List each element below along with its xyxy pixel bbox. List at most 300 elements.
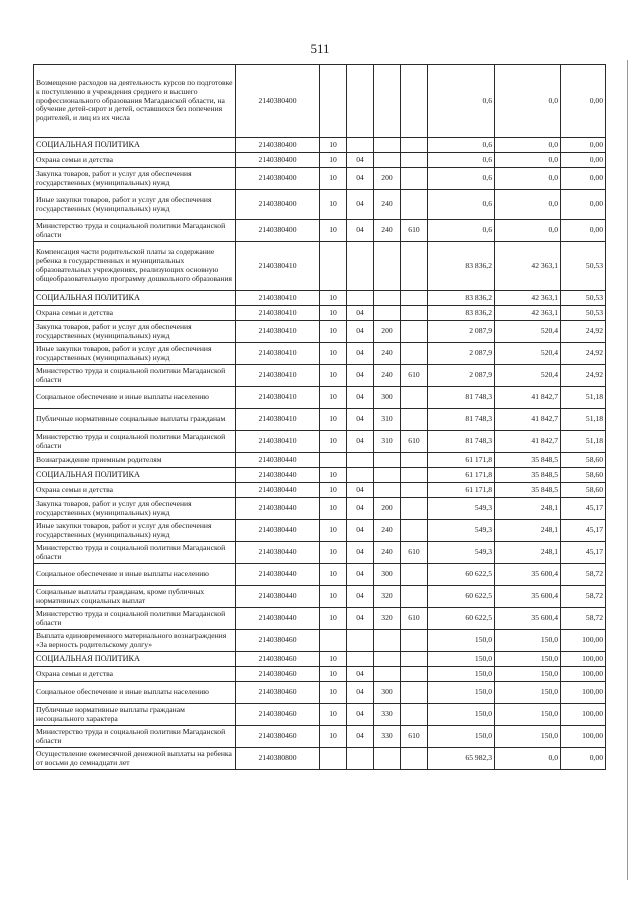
cell-sub: 04 [347, 542, 374, 564]
cell-sub [347, 630, 374, 652]
cell-grp [374, 65, 401, 138]
cell-name: Охрана семьи и детства [34, 153, 236, 168]
cell-pct: 50,53 [561, 242, 606, 291]
cell-plan: 61 171,8 [428, 468, 495, 483]
cell-exec: 150,0 [495, 682, 561, 704]
cell-code: 2140380400 [236, 65, 320, 138]
cell-sec: 10 [320, 153, 347, 168]
cell-sec: 10 [320, 387, 347, 409]
table-row [34, 431, 606, 453]
cell-code: 2140380460 [236, 682, 320, 704]
cell-grp [374, 453, 401, 468]
cell-name: Закупка товаров, работ и услуг для обеспечения государственных (муниципальных) нужд [34, 168, 236, 190]
cell-plan: 81 748,3 [428, 409, 495, 431]
cell-sec: 10 [320, 564, 347, 586]
table-row [34, 138, 606, 153]
cell-exec: 0,0 [495, 153, 561, 168]
cell-sub [347, 652, 374, 667]
cell-pct: 100,00 [561, 630, 606, 652]
cell-plan: 65 982,3 [428, 748, 495, 770]
cell-exec: 41 842,7 [495, 409, 561, 431]
table-row [34, 498, 606, 520]
table-row [34, 306, 606, 321]
cell-pct: 0,00 [561, 153, 606, 168]
cell-exec: 35 848,5 [495, 468, 561, 483]
cell-sec: 10 [320, 542, 347, 564]
cell-grp [374, 242, 401, 291]
cell-pct: 50,53 [561, 291, 606, 306]
table-row [34, 748, 606, 770]
cell-exec: 150,0 [495, 667, 561, 682]
table-row [34, 483, 606, 498]
cell-sec: 10 [320, 608, 347, 630]
cell-ved [401, 168, 428, 190]
cell-plan: 549,3 [428, 498, 495, 520]
cell-name: Министерство труда и социальной политики Магаданской области [34, 726, 236, 748]
cell-plan: 0,6 [428, 138, 495, 153]
table-row [34, 652, 606, 667]
cell-sec: 10 [320, 365, 347, 387]
cell-code: 2140380800 [236, 748, 320, 770]
cell-grp [374, 483, 401, 498]
cell-pct: 58,60 [561, 468, 606, 483]
cell-plan: 0,6 [428, 65, 495, 138]
cell-name: Охрана семьи и детства [34, 667, 236, 682]
cell-name: Охрана семьи и детства [34, 483, 236, 498]
cell-code: 2140380440 [236, 498, 320, 520]
cell-exec: 35 848,5 [495, 483, 561, 498]
cell-code: 2140380460 [236, 726, 320, 748]
table-row [34, 453, 606, 468]
cell-sub: 04 [347, 667, 374, 682]
cell-pct: 24,92 [561, 365, 606, 387]
cell-exec: 41 842,7 [495, 431, 561, 453]
cell-pct: 0,00 [561, 190, 606, 220]
cell-exec: 0,0 [495, 748, 561, 770]
cell-name: СОЦИАЛЬНАЯ ПОЛИТИКА [34, 291, 236, 306]
cell-ved [401, 652, 428, 667]
cell-sub: 04 [347, 682, 374, 704]
cell-sub [347, 453, 374, 468]
cell-plan: 81 748,3 [428, 387, 495, 409]
cell-ved [401, 138, 428, 153]
cell-name: Иные закупки товаров, работ и услуг для обеспечения государственных (муниципальных) нужд [34, 190, 236, 220]
cell-plan: 83 836,2 [428, 306, 495, 321]
cell-plan: 60 622,5 [428, 608, 495, 630]
cell-plan: 0,6 [428, 153, 495, 168]
cell-sub: 04 [347, 586, 374, 608]
cell-code: 2140380440 [236, 453, 320, 468]
cell-code: 2140380440 [236, 564, 320, 586]
cell-sub: 04 [347, 704, 374, 726]
cell-code: 2140380410 [236, 409, 320, 431]
cell-sub: 04 [347, 387, 374, 409]
cell-ved [401, 306, 428, 321]
cell-grp: 200 [374, 168, 401, 190]
cell-plan: 150,0 [428, 667, 495, 682]
budget-table [33, 64, 606, 770]
cell-grp: 240 [374, 365, 401, 387]
cell-sec: 10 [320, 652, 347, 667]
cell-code: 2140380440 [236, 586, 320, 608]
cell-ved: 610 [401, 431, 428, 453]
cell-ved [401, 65, 428, 138]
cell-name: Выплата единовременного материального вознаграждения «За верность родительскому долгу» [34, 630, 236, 652]
cell-name: Иные закупки товаров, работ и услуг для обеспечения государственных (муниципальных) нужд [34, 343, 236, 365]
cell-plan: 549,3 [428, 542, 495, 564]
cell-sec: 10 [320, 220, 347, 242]
cell-name: Министерство труда и социальной политики Магаданской области [34, 220, 236, 242]
cell-pct: 51,18 [561, 409, 606, 431]
cell-grp: 320 [374, 608, 401, 630]
cell-ved [401, 520, 428, 542]
cell-sub: 04 [347, 431, 374, 453]
cell-plan: 150,0 [428, 682, 495, 704]
cell-sub: 04 [347, 365, 374, 387]
cell-code: 2140380410 [236, 431, 320, 453]
cell-exec: 35 848,5 [495, 453, 561, 468]
cell-ved [401, 682, 428, 704]
cell-sub [347, 748, 374, 770]
cell-sub: 04 [347, 498, 374, 520]
cell-code: 2140380400 [236, 153, 320, 168]
cell-sub [347, 65, 374, 138]
cell-sec: 10 [320, 682, 347, 704]
cell-exec: 42 363,1 [495, 291, 561, 306]
table-row [34, 409, 606, 431]
cell-ved [401, 242, 428, 291]
cell-grp [374, 652, 401, 667]
table-row [34, 704, 606, 726]
cell-exec: 150,0 [495, 630, 561, 652]
cell-code: 2140380440 [236, 468, 320, 483]
cell-pct: 51,18 [561, 431, 606, 453]
cell-code: 2140380410 [236, 242, 320, 291]
cell-sub [347, 138, 374, 153]
table-row [34, 291, 606, 306]
cell-grp: 240 [374, 220, 401, 242]
cell-pct: 100,00 [561, 667, 606, 682]
cell-code: 2140380460 [236, 630, 320, 652]
cell-name: Возмещение расходов на деятельность курсов по подготовке к поступлению в учреждения среднего и высшего профессионального образования Магаданской области, на обучение детей-сирот и детей, оставшихся без попечения родителей, и лиц из их числа [34, 65, 236, 138]
cell-sec [320, 630, 347, 652]
cell-pct: 24,92 [561, 343, 606, 365]
cell-ved [401, 483, 428, 498]
cell-sec: 10 [320, 409, 347, 431]
cell-exec: 248,1 [495, 498, 561, 520]
cell-ved [401, 704, 428, 726]
cell-code: 2140380440 [236, 520, 320, 542]
cell-grp: 330 [374, 726, 401, 748]
cell-sec [320, 453, 347, 468]
cell-exec: 0,0 [495, 138, 561, 153]
cell-code: 2140380400 [236, 220, 320, 242]
cell-code: 2140380410 [236, 365, 320, 387]
table-row [34, 542, 606, 564]
cell-code: 2140380400 [236, 138, 320, 153]
cell-ved [401, 564, 428, 586]
cell-grp: 240 [374, 190, 401, 220]
cell-plan: 81 748,3 [428, 431, 495, 453]
table-row [34, 343, 606, 365]
cell-ved: 610 [401, 365, 428, 387]
cell-ved: 610 [401, 608, 428, 630]
cell-sub: 04 [347, 564, 374, 586]
page-number: 511 [310, 41, 330, 56]
table-row [34, 608, 606, 630]
cell-ved [401, 748, 428, 770]
cell-plan: 61 171,8 [428, 483, 495, 498]
cell-code: 2140380410 [236, 291, 320, 306]
cell-code: 2140380400 [236, 168, 320, 190]
cell-sec: 10 [320, 138, 347, 153]
cell-name: Социальные выплаты гражданам, кроме публичных нормативных социальных выплат [34, 586, 236, 608]
table-row [34, 65, 606, 138]
cell-ved [401, 153, 428, 168]
cell-plan: 150,0 [428, 726, 495, 748]
cell-plan: 83 836,2 [428, 291, 495, 306]
table-row [34, 387, 606, 409]
table-row [34, 190, 606, 220]
cell-plan: 2 087,9 [428, 343, 495, 365]
cell-ved [401, 667, 428, 682]
cell-plan: 150,0 [428, 630, 495, 652]
cell-grp: 200 [374, 321, 401, 343]
table-row [34, 726, 606, 748]
cell-code: 2140380410 [236, 306, 320, 321]
cell-pct: 58,60 [561, 453, 606, 468]
cell-sec [320, 65, 347, 138]
cell-name: Закупка товаров, работ и услуг для обеспечения государственных (муниципальных) нужд [34, 498, 236, 520]
cell-pct: 45,17 [561, 542, 606, 564]
table-row [34, 242, 606, 291]
cell-name: Публичные нормативные социальные выплаты гражданам [34, 409, 236, 431]
cell-sec: 10 [320, 291, 347, 306]
cell-plan: 150,0 [428, 704, 495, 726]
table-row [34, 220, 606, 242]
cell-sec: 10 [320, 306, 347, 321]
cell-exec: 150,0 [495, 726, 561, 748]
cell-grp: 300 [374, 387, 401, 409]
cell-ved [401, 190, 428, 220]
cell-sub: 04 [347, 321, 374, 343]
table-row [34, 168, 606, 190]
cell-exec: 150,0 [495, 704, 561, 726]
cell-grp: 240 [374, 542, 401, 564]
cell-sec: 10 [320, 343, 347, 365]
cell-sub: 04 [347, 409, 374, 431]
cell-sec: 10 [320, 431, 347, 453]
cell-ved: 610 [401, 542, 428, 564]
cell-sec: 10 [320, 586, 347, 608]
cell-exec: 248,1 [495, 520, 561, 542]
cell-sub: 04 [347, 168, 374, 190]
cell-pct: 58,72 [561, 586, 606, 608]
cell-sec [320, 242, 347, 291]
cell-code: 2140380440 [236, 608, 320, 630]
cell-exec: 150,0 [495, 652, 561, 667]
cell-exec: 0,0 [495, 190, 561, 220]
cell-pct: 45,17 [561, 520, 606, 542]
cell-sub: 04 [347, 726, 374, 748]
cell-ved: 610 [401, 220, 428, 242]
cell-sub: 04 [347, 190, 374, 220]
table-row [34, 667, 606, 682]
cell-sec: 10 [320, 667, 347, 682]
cell-exec: 0,0 [495, 220, 561, 242]
cell-sub: 04 [347, 343, 374, 365]
cell-ved [401, 498, 428, 520]
cell-name: Иные закупки товаров, работ и услуг для обеспечения государственных (муниципальных) нужд [34, 520, 236, 542]
cell-sub [347, 291, 374, 306]
cell-name: СОЦИАЛЬНАЯ ПОЛИТИКА [34, 138, 236, 153]
cell-pct: 100,00 [561, 704, 606, 726]
cell-name: Охрана семьи и детства [34, 306, 236, 321]
cell-plan: 61 171,8 [428, 453, 495, 468]
cell-exec: 42 363,1 [495, 242, 561, 291]
cell-name: Министерство труда и социальной политики Магаданской области [34, 608, 236, 630]
cell-grp [374, 468, 401, 483]
cell-name: Компенсация части родительской платы за содержание ребенка в государственных и муниципальных образовательных учреждениях, реализующих основную общеобразовательную программу дошкольного образования [34, 242, 236, 291]
cell-sub: 04 [347, 520, 374, 542]
cell-ved [401, 321, 428, 343]
table-row [34, 520, 606, 542]
table-body [34, 65, 606, 770]
cell-exec: 520,4 [495, 321, 561, 343]
cell-ved [401, 630, 428, 652]
table-row [34, 468, 606, 483]
cell-grp [374, 667, 401, 682]
cell-name: Министерство труда и социальной политики Магаданской области [34, 431, 236, 453]
cell-sec: 10 [320, 704, 347, 726]
cell-plan: 60 622,5 [428, 564, 495, 586]
cell-pct: 0,00 [561, 220, 606, 242]
cell-code: 2140380460 [236, 652, 320, 667]
cell-ved [401, 453, 428, 468]
cell-sub: 04 [347, 306, 374, 321]
cell-code: 2140380440 [236, 483, 320, 498]
cell-grp [374, 138, 401, 153]
cell-code: 2140380410 [236, 321, 320, 343]
cell-pct: 0,00 [561, 748, 606, 770]
cell-pct: 0,00 [561, 168, 606, 190]
table-row [34, 153, 606, 168]
cell-pct: 100,00 [561, 726, 606, 748]
cell-code: 2140380440 [236, 542, 320, 564]
cell-exec: 0,0 [495, 65, 561, 138]
cell-grp: 240 [374, 520, 401, 542]
table-row [34, 682, 606, 704]
cell-exec: 35 600,4 [495, 564, 561, 586]
cell-exec: 41 842,7 [495, 387, 561, 409]
cell-grp: 310 [374, 409, 401, 431]
cell-name: Социальное обеспечение и иные выплаты населению [34, 564, 236, 586]
cell-plan: 2 087,9 [428, 321, 495, 343]
cell-plan: 150,0 [428, 652, 495, 667]
table-row [34, 564, 606, 586]
cell-sub: 04 [347, 153, 374, 168]
cell-sec: 10 [320, 483, 347, 498]
cell-ved [401, 409, 428, 431]
cell-sec: 10 [320, 520, 347, 542]
cell-ved [401, 586, 428, 608]
cell-name: Закупка товаров, работ и услуг для обеспечения государственных (муниципальных) нужд [34, 321, 236, 343]
cell-code: 2140380410 [236, 343, 320, 365]
cell-plan: 0,6 [428, 220, 495, 242]
cell-grp: 330 [374, 704, 401, 726]
cell-ved [401, 468, 428, 483]
cell-pct: 0,00 [561, 65, 606, 138]
cell-plan: 0,6 [428, 190, 495, 220]
cell-sec: 10 [320, 321, 347, 343]
cell-sec: 10 [320, 468, 347, 483]
cell-exec: 35 600,4 [495, 586, 561, 608]
cell-exec: 35 600,4 [495, 608, 561, 630]
cell-name: Социальное обеспечение и иные выплаты населению [34, 387, 236, 409]
cell-code: 2140380460 [236, 667, 320, 682]
cell-pct: 58,60 [561, 483, 606, 498]
cell-pct: 24,92 [561, 321, 606, 343]
cell-code: 2140380400 [236, 190, 320, 220]
table-row [34, 365, 606, 387]
cell-grp [374, 153, 401, 168]
cell-name: Министерство труда и социальной политики Магаданской области [34, 365, 236, 387]
cell-exec: 248,1 [495, 542, 561, 564]
cell-name: Вознаграждение приемным родителям [34, 453, 236, 468]
cell-pct: 50,53 [561, 306, 606, 321]
cell-grp: 300 [374, 682, 401, 704]
cell-plan: 60 622,5 [428, 586, 495, 608]
cell-sub [347, 468, 374, 483]
cell-sec: 10 [320, 190, 347, 220]
cell-grp [374, 306, 401, 321]
cell-name: Осуществление ежемесячной денежной выплаты на ребенка от восьми до семнадцати лет [34, 748, 236, 770]
cell-ved [401, 291, 428, 306]
cell-name: Публичные нормативные выплаты гражданам несоциального характера [34, 704, 236, 726]
cell-grp [374, 291, 401, 306]
cell-ved: 610 [401, 726, 428, 748]
cell-exec: 520,4 [495, 343, 561, 365]
cell-name: СОЦИАЛЬНАЯ ПОЛИТИКА [34, 468, 236, 483]
table-row [34, 321, 606, 343]
table-row [34, 630, 606, 652]
cell-plan: 83 836,2 [428, 242, 495, 291]
cell-pct: 100,00 [561, 652, 606, 667]
cell-grp [374, 630, 401, 652]
cell-sec [320, 748, 347, 770]
cell-pct: 45,17 [561, 498, 606, 520]
cell-ved [401, 387, 428, 409]
cell-grp: 200 [374, 498, 401, 520]
cell-code: 2140380460 [236, 704, 320, 726]
cell-exec: 520,4 [495, 365, 561, 387]
cell-exec: 42 363,1 [495, 306, 561, 321]
cell-pct: 58,72 [561, 564, 606, 586]
scan-edge-line [627, 60, 628, 880]
cell-plan: 2 087,9 [428, 365, 495, 387]
cell-pct: 100,00 [561, 682, 606, 704]
cell-sec: 10 [320, 726, 347, 748]
cell-plan: 0,6 [428, 168, 495, 190]
cell-grp: 320 [374, 586, 401, 608]
cell-plan: 549,3 [428, 520, 495, 542]
cell-grp: 310 [374, 431, 401, 453]
cell-name: Министерство труда и социальной политики Магаданской области [34, 542, 236, 564]
cell-grp: 300 [374, 564, 401, 586]
cell-sub [347, 242, 374, 291]
cell-pct: 0,00 [561, 138, 606, 153]
cell-sub: 04 [347, 483, 374, 498]
